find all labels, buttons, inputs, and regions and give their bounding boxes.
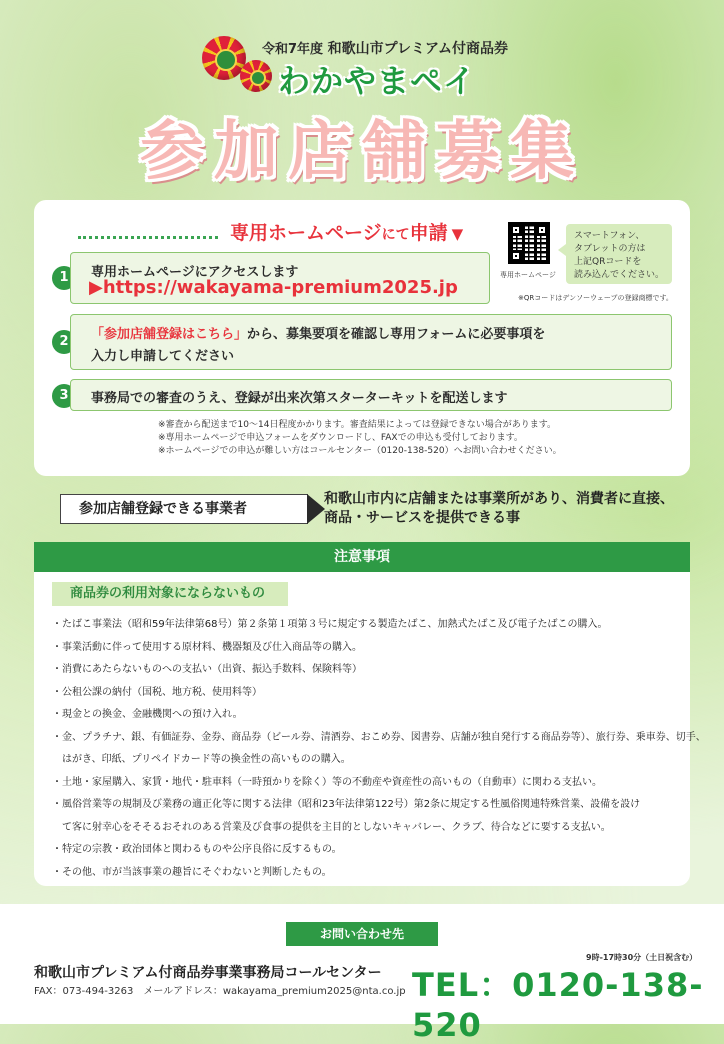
qr-caption: 専用ホームページ <box>500 271 556 279</box>
heading-end: 申請 <box>409 222 448 244</box>
list-item: ・公租公課の納付（国税、地方税、使用料等） <box>52 686 262 698</box>
heading-small: にて <box>381 227 410 243</box>
list-item: ・金、プラチナ、銀、有価証券、金券、商品券（ビール券、清酒券、おこめ券、図書券、店舗が独自発行する商品券等）、旅行券、乗車券、切手、 <box>52 731 706 743</box>
eligibility-text <box>324 490 674 528</box>
list-item: ・土地・家屋購入、家賃・地代・駐車料（一時預かりを除く）等の不動産や資産性の高いもの（自動車）に関わる支払い。 <box>52 776 602 788</box>
list-item: ・特定の宗教・政治団体と関わるものや公序良俗に反するもの。 <box>52 844 342 855</box>
program-line <box>262 38 508 58</box>
temari-ball-icon <box>240 60 272 92</box>
step-text <box>91 323 545 342</box>
list-item: ・たばこ事業法（昭和59年法律第68号）第２条第１項第３号に規定する製造たばこ、加熱式たばこ及び電子たばこの購入。 <box>52 619 608 630</box>
list-item: て客に射幸心をそそるおそれのある営業及び食事の提供を主目的としないキャバレー、クラブ、待合などに要する支払い。 <box>52 821 611 833</box>
year-label: 令和7年度 <box>262 42 324 57</box>
homepage-link[interactable]: ▶https://wakayama-premium2025.jp <box>89 277 458 298</box>
list-item: ・現金との換金、金融機関への預け入れ。 <box>52 709 243 720</box>
step-number: 3 <box>52 384 76 408</box>
qr-instruction-box <box>566 224 672 284</box>
list-item: ・その他、市が当該事業の趣旨にそぐわないと判断したもの。 <box>52 866 332 878</box>
header <box>0 0 724 200</box>
hours-label: 9時-17時30分（土日祝含む） <box>586 953 698 962</box>
page-title: 参加店舗募集 <box>140 114 584 189</box>
register-link-label: 「参加店舗登録はこちら」 <box>91 327 248 342</box>
step-text: 専用ホームページにアクセスします <box>91 265 299 280</box>
list-item: ・風俗営業等の規制及び業務の適正化等に関する法律（昭和23年法律第122号）第2条に規定する性風俗関連特殊営業、設備を設け <box>52 799 641 810</box>
eligibility-line: 和歌山市内に店舗または事業所があり、消費者に直接、 <box>324 491 674 507</box>
fax-email-line[interactable]: FAX：073-494-3263 メールアドレス：wakayama_premium2025@nta.co.jp <box>34 986 406 997</box>
step-text-rest: から、募集要項を確認し専用フォームに必要事項を <box>247 327 546 342</box>
qr-note-line: 読み込んでください。 <box>574 270 665 280</box>
list-item: ・事業活動に伴って使用する原材料、機器類及び仕入商品等の購入。 <box>52 641 362 653</box>
application-notes <box>158 419 562 458</box>
note-line: ※専用ホームページで申込フォームをダウンロードし、FAXでの申込も受付しております。 <box>158 433 523 443</box>
dotted-divider <box>78 236 218 239</box>
qr-note-line: タブレットの方は <box>574 244 646 254</box>
eligibility-label: 参加店舗登録できる事業者 <box>60 494 308 524</box>
caution-subtitle: 商品券の利用対象にならないもの <box>52 582 288 606</box>
heading-main: 専用ホームページ <box>230 222 382 244</box>
organization-name: 和歌山市プレミアム付商品券事業事務局コールセンター <box>34 965 382 981</box>
step-text: 事務局での審査のうえ、登録が出来次第スターターキットを配送します <box>91 391 508 406</box>
step-number: 2 <box>52 330 76 354</box>
caution-title: 注意事項 <box>34 542 690 572</box>
step-number: 1 <box>52 266 76 290</box>
step-3 <box>70 379 672 411</box>
program-name: 和歌山市プレミアム付商品券 <box>327 41 509 57</box>
list-item: はがき、印紙、プリペイドカード等の換金性の高いものの購入。 <box>52 754 351 765</box>
caution-list <box>52 614 706 884</box>
note-line: ※審査から配送まで10～14日程度かかります。審査結果によっては登録できない場合があります。 <box>158 420 557 430</box>
application-heading <box>230 218 463 245</box>
down-triangle-icon: ▼ <box>451 225 464 243</box>
contact-label: お問い合わせ先 <box>286 922 438 946</box>
qr-note-line: スマートフォン、 <box>574 231 645 241</box>
step-2 <box>70 314 672 370</box>
phone-number[interactable]: TEL：0120-138-520 <box>412 966 704 1044</box>
caution-panel <box>34 542 706 886</box>
brand-logo-text: わかやまペイ <box>278 62 477 100</box>
footer <box>0 904 724 1044</box>
step-text-line2: 入力し申請してください <box>91 349 235 364</box>
eligibility-line: 商品・サービスを提供できる事 <box>324 510 520 526</box>
note-line: ※ホームページでの申込が難しい方はコールセンター（0120-138-520）へお問い合わせください。 <box>158 446 562 456</box>
trademark-note: ※QRコードはデンソーウェーブの登録商標です。 <box>518 294 673 302</box>
qr-note-line: 上記QRコードを <box>574 257 642 267</box>
step-1 <box>70 252 490 304</box>
list-item: ・消費にあたらないものへの支払い（出資、振込手数料、保険料等） <box>52 664 362 675</box>
qr-code[interactable] <box>508 222 550 264</box>
